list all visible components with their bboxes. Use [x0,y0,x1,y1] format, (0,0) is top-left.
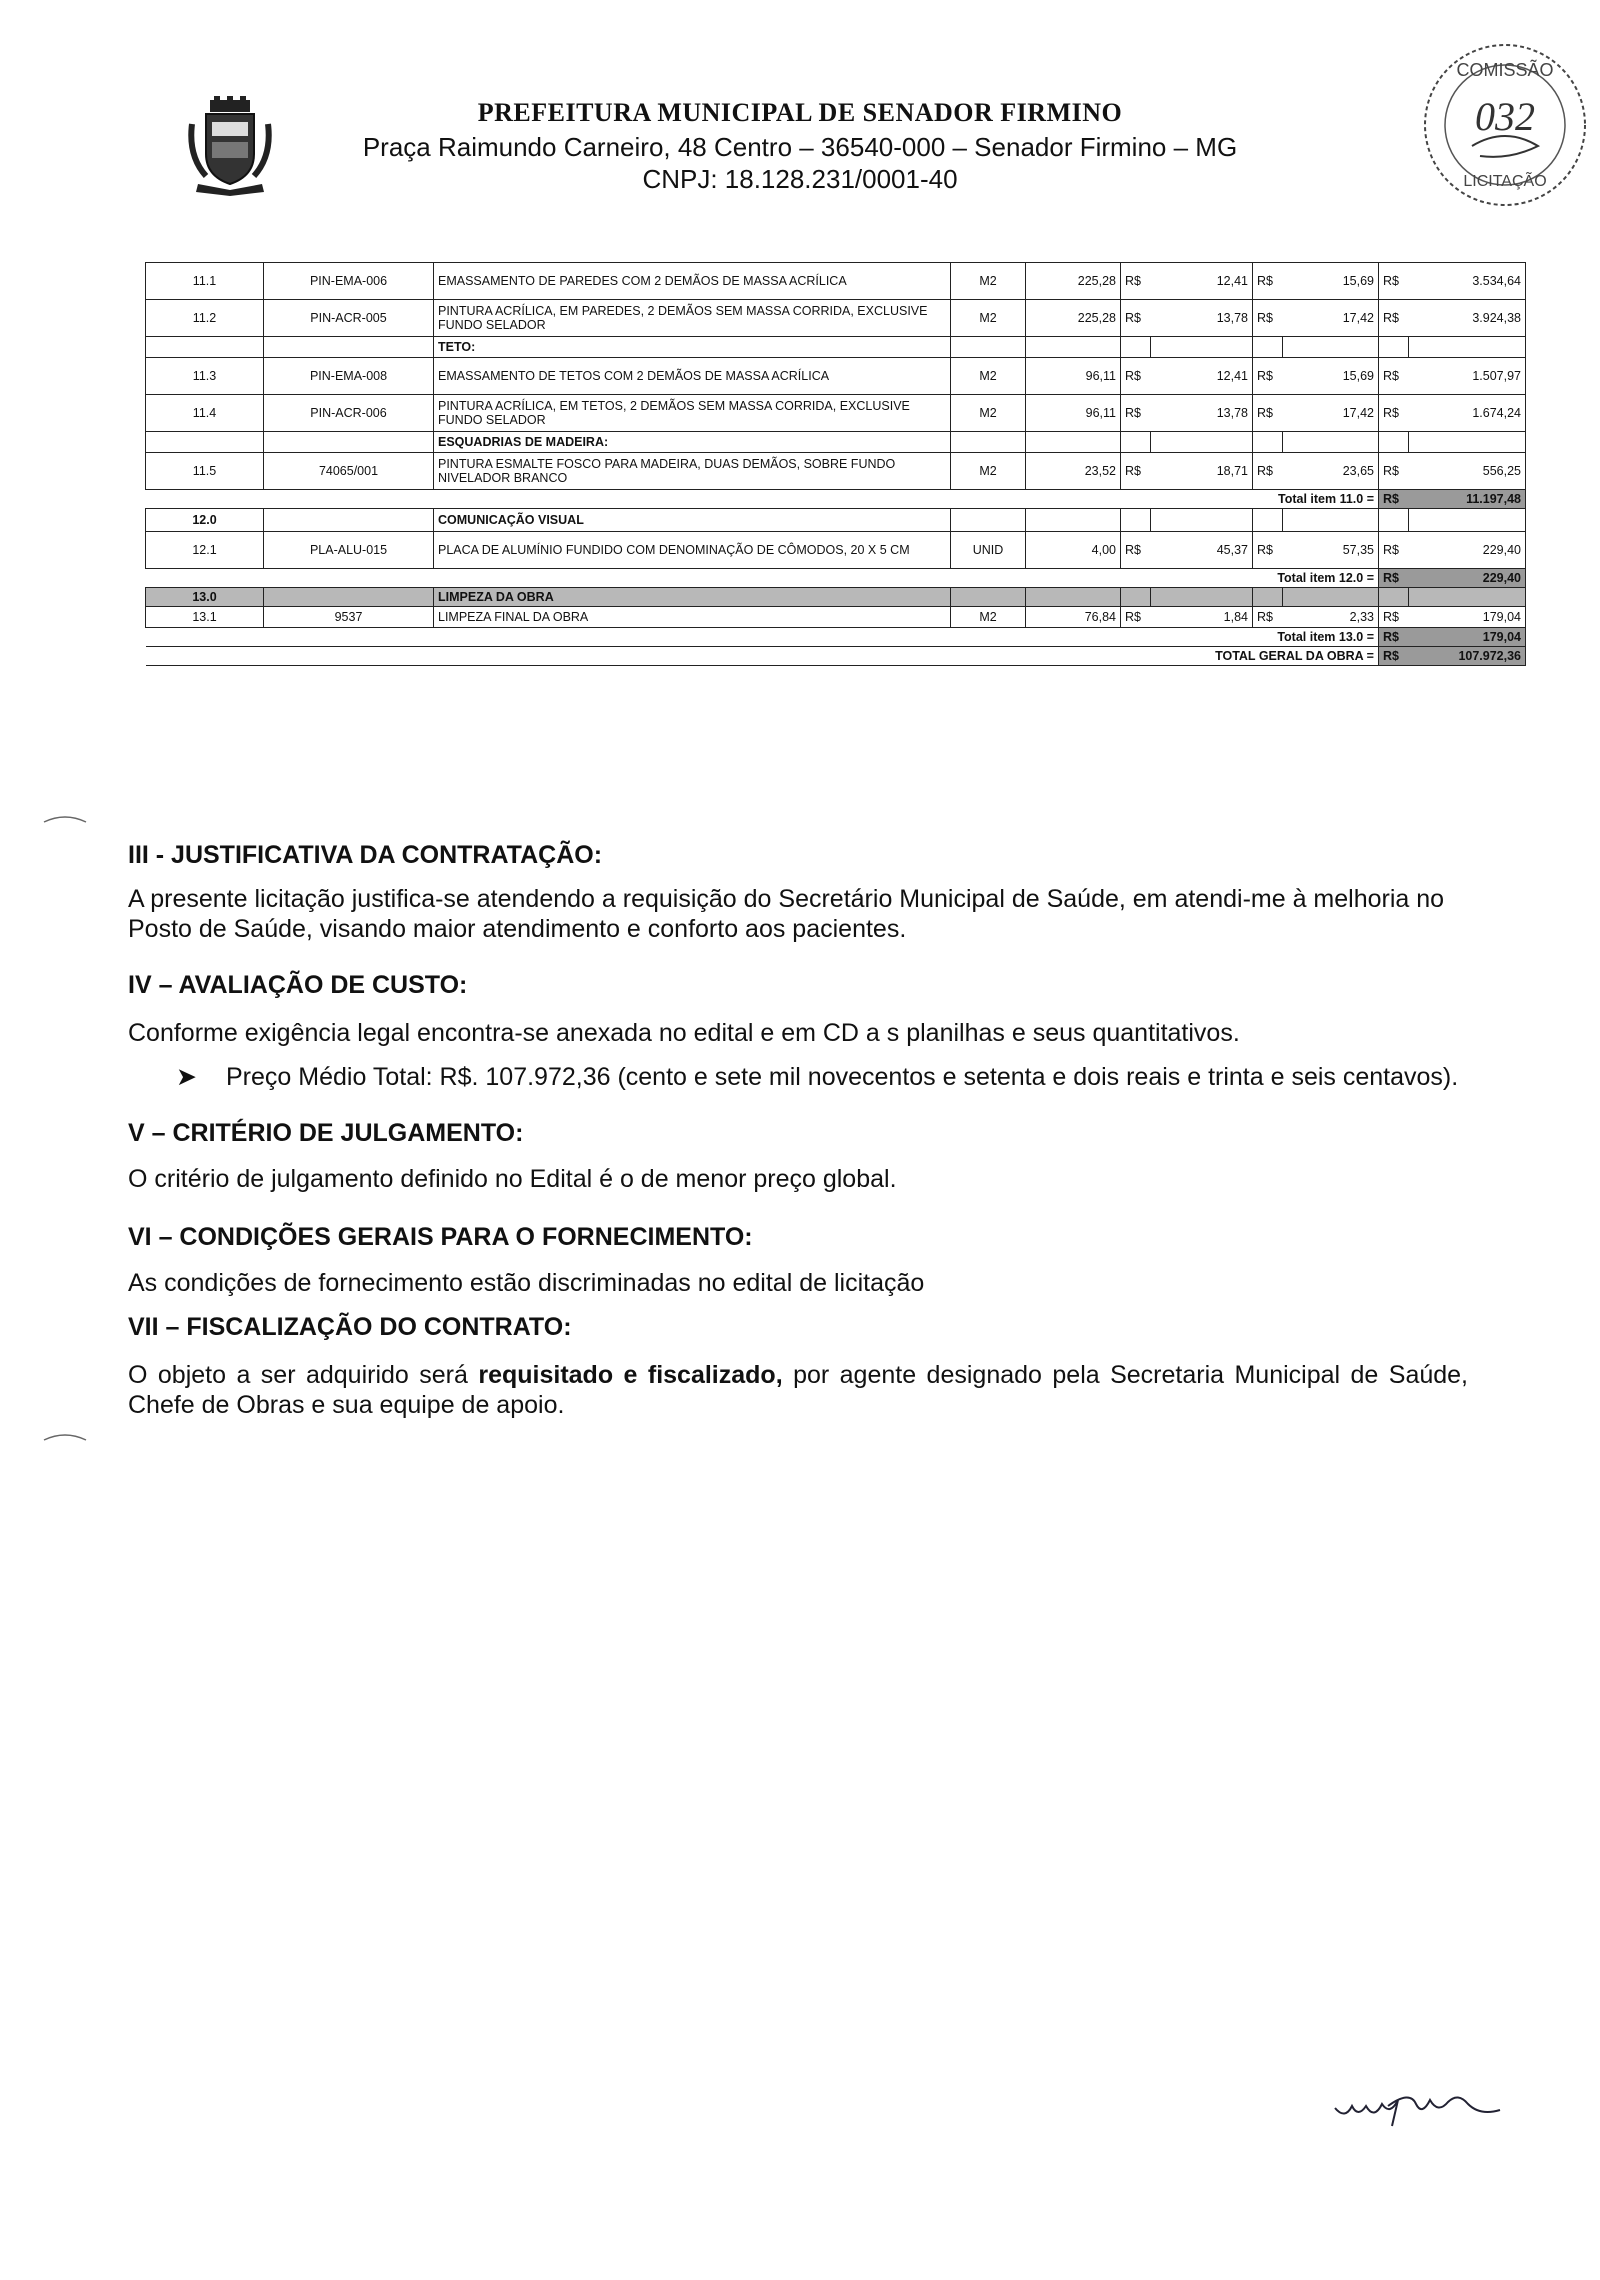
total-value: 179,04 [1409,628,1526,647]
empty-cell [1121,509,1151,532]
currency-label: R$ [1379,628,1409,647]
table-row [146,358,1526,395]
currency-label: R$ [1253,532,1283,569]
currency-label: R$ [1379,647,1409,666]
empty-cell [951,588,1026,607]
section-title: LIMPEZA DA OBRA [434,588,951,607]
total-value: 229,40 [1409,569,1526,588]
table-row [146,509,1526,532]
empty-cell [1379,432,1409,453]
item-quantity: 4,00 [1026,532,1121,569]
item-number: 11.3 [146,358,264,395]
currency-label: R$ [1379,300,1409,337]
item-code: PIN-ACR-005 [264,300,434,337]
stamp-number: 032 [1475,94,1535,139]
unit-price-bdi: 15,69 [1283,263,1379,300]
address-line: Praça Raimundo Carneiro, 48 Centro – 36540-000 – Senador Firmino – MG [362,132,1238,162]
empty-cell [264,509,434,532]
unit-price-bdi: 17,42 [1283,395,1379,432]
empty-cell [264,337,434,358]
inspection-text-bold: requisitado e fiscalizado, [478,1361,783,1389]
item-quantity: 225,28 [1026,300,1121,337]
table-row [146,453,1526,490]
empty-cell [1409,509,1526,532]
item-code: PIN-EMA-008 [264,358,434,395]
arrow-bullet-icon: ➤ [176,1063,197,1091]
table-row [146,569,1526,588]
empty-cell [1253,432,1283,453]
section-number: 13.0 [146,588,264,607]
inspection-text-end: por agente designado pela Secretaria Municipal de Saúde, Chefe de Obras e sua equipe de apoio. [128,1361,1468,1419]
empty-cell [1409,588,1526,607]
section-justification-text: A presente licitação justifica-se atendendo a requisição do Secretário Municipal de Saúde, em atendi-me à melhoria no Posto de Saúde, visando maior atendimento e conforto aos pacientes. [128,885,1445,943]
item-code: PIN-ACR-006 [264,395,434,432]
stamp-text-top: COMISSÃO [1456,60,1554,80]
unit-price: 18,71 [1151,453,1253,490]
currency-label: R$ [1379,453,1409,490]
item-number: 11.5 [146,453,264,490]
currency-label: R$ [1253,607,1283,628]
table-row [146,607,1526,628]
empty-cell [1409,432,1526,453]
item-total: 3.534,64 [1409,263,1526,300]
total-label: Total item 11.0 = [146,490,1379,509]
table-row [146,300,1526,337]
item-unit: M2 [951,395,1026,432]
unit-price-bdi: 23,65 [1283,453,1379,490]
unit-price: 1,84 [1151,607,1253,628]
item-quantity: 76,84 [1026,607,1121,628]
section-conditions-title: VI – CONDIÇÕES GERAIS PARA O FORNECIMENTO: [128,1223,753,1251]
unit-price: 12,41 [1151,358,1253,395]
empty-cell [1283,432,1379,453]
item-unit: M2 [951,300,1026,337]
empty-cell [146,337,264,358]
item-description: PLACA DE ALUMÍNIO FUNDIDO COM DENOMINAÇÃO DE CÔMODOS, 20 X 5 CM [434,532,951,569]
item-total: 179,04 [1409,607,1526,628]
total-value: 11.197,48 [1409,490,1526,509]
currency-label: R$ [1121,395,1151,432]
table-row [146,628,1526,647]
section-justification-title: III - JUSTIFICATIVA DA CONTRATAÇÃO: [128,841,603,869]
item-total: 1.674,24 [1409,395,1526,432]
empty-cell [1151,588,1253,607]
currency-label: R$ [1379,395,1409,432]
section-cost-title: IV – AVALIAÇÃO DE CUSTO: [128,971,468,999]
empty-cell [1121,337,1151,358]
margin-mark [40,1430,90,1444]
item-description: PINTURA ACRÍLICA, EM PAREDES, 2 DEMÃOS SEM MASSA CORRIDA, EXCLUSIVE FUNDO SELADOR [434,300,951,337]
total-label: Total item 12.0 = [146,569,1379,588]
item-quantity: 225,28 [1026,263,1121,300]
item-number: 13.1 [146,607,264,628]
municipality-title: PREFEITURA MUNICIPAL DE SENADOR FIRMINO [477,98,1123,127]
item-quantity: 96,11 [1026,395,1121,432]
empty-cell [1253,337,1283,358]
item-code: 9537 [264,607,434,628]
item-code: PIN-EMA-006 [264,263,434,300]
table-row [146,263,1526,300]
cost-bullet-text: Preço Médio Total: R$. 107.972,36 (cento e sete mil novecentos e setenta e dois reais e trinta e seis centavos). [226,1063,1459,1091]
total-value: 107.972,36 [1409,647,1526,666]
item-quantity: 23,52 [1026,453,1121,490]
unit-price-bdi: 57,35 [1283,532,1379,569]
subgroup-title: ESQUADRIAS DE MADEIRA: [434,432,951,453]
currency-label: R$ [1379,263,1409,300]
currency-label: R$ [1121,453,1151,490]
currency-label: R$ [1121,300,1151,337]
currency-label: R$ [1253,453,1283,490]
budget-table-wrapper [145,262,1525,666]
currency-label: R$ [1253,358,1283,395]
budget-table [145,262,1526,666]
currency-label: R$ [1121,358,1151,395]
margin-mark [40,812,90,826]
empty-cell [1379,509,1409,532]
total-label: Total item 13.0 = [146,628,1379,647]
unit-price: 45,37 [1151,532,1253,569]
unit-price: 13,78 [1151,395,1253,432]
currency-label: R$ [1379,569,1409,588]
subgroup-title: TETO: [434,337,951,358]
section-inspection-text [128,1360,1468,1420]
section-cost-text: Conforme exigência legal encontra-se anexada no edital e em CD a s planilhas e seus quantitativos. [128,1019,1240,1047]
table-row [146,337,1526,358]
empty-cell [1026,337,1121,358]
total-label: TOTAL GERAL DA OBRA = [146,647,1379,666]
table-row [146,647,1526,666]
section-criteria-title: V – CRITÉRIO DE JULGAMENTO: [128,1119,524,1147]
item-description: EMASSAMENTO DE TETOS COM 2 DEMÃOS DE MASSA ACRÍLICA [434,358,951,395]
currency-label: R$ [1253,395,1283,432]
item-total: 1.507,97 [1409,358,1526,395]
currency-label: R$ [1379,607,1409,628]
currency-label: R$ [1253,300,1283,337]
section-conditions-text: As condições de fornecimento estão discriminadas no edital de licitação [128,1269,925,1297]
inspection-text-start: O objeto a ser adquirido será [128,1361,479,1389]
item-code: PLA-ALU-015 [264,532,434,569]
empty-cell [1026,588,1121,607]
item-unit: M2 [951,358,1026,395]
section-title: COMUNICAÇÃO VISUAL [434,509,951,532]
empty-cell [951,337,1026,358]
table-row [146,490,1526,509]
currency-label: R$ [1121,607,1151,628]
empty-cell [1283,509,1379,532]
item-unit: M2 [951,453,1026,490]
empty-cell [1379,337,1409,358]
unit-price-bdi: 15,69 [1283,358,1379,395]
stamp-text-bottom: LICITAÇÃO [1463,173,1547,190]
empty-cell [1026,432,1121,453]
currency-label: R$ [1253,263,1283,300]
document-body [128,840,1468,1420]
currency-label: R$ [1379,490,1409,509]
empty-cell [1151,432,1253,453]
item-total: 229,40 [1409,532,1526,569]
item-quantity: 96,11 [1026,358,1121,395]
empty-cell [951,509,1026,532]
item-total: 556,25 [1409,453,1526,490]
empty-cell [1253,509,1283,532]
cost-bullet [128,1062,1468,1092]
empty-cell [951,432,1026,453]
empty-cell [1121,588,1151,607]
unit-price-bdi: 17,42 [1283,300,1379,337]
empty-cell [1379,588,1409,607]
cnpj-line: CNPJ: 18.128.231/0001-40 [642,164,958,194]
item-number: 12.1 [146,532,264,569]
item-description: LIMPEZA FINAL DA OBRA [434,607,951,628]
item-number: 11.4 [146,395,264,432]
currency-label: R$ [1121,532,1151,569]
empty-cell [1253,588,1283,607]
unit-price: 13,78 [1151,300,1253,337]
unit-price: 12,41 [1151,263,1253,300]
handwritten-signature [1330,2070,1510,2130]
table-row [146,588,1526,607]
empty-cell [1026,509,1121,532]
item-unit: M2 [951,607,1026,628]
item-description: EMASSAMENTO DE PAREDES COM 2 DEMÃOS DE MASSA ACRÍLICA [434,263,951,300]
empty-cell [1151,337,1253,358]
empty-cell [146,432,264,453]
item-unit: M2 [951,263,1026,300]
section-criteria-text: O critério de julgamento definido no Edital é o de menor preço global. [128,1165,897,1193]
table-row [146,532,1526,569]
empty-cell [1151,509,1253,532]
currency-label: R$ [1379,532,1409,569]
empty-cell [1121,432,1151,453]
letterhead [0,88,1600,208]
table-row [146,395,1526,432]
empty-cell [1283,337,1379,358]
unit-price-bdi: 2,33 [1283,607,1379,628]
empty-cell [264,588,434,607]
section-number: 12.0 [146,509,264,532]
item-description: PINTURA ESMALTE FOSCO PARA MADEIRA, DUAS DEMÃOS, SOBRE FUNDO NIVELADOR BRANCO [434,453,951,490]
empty-cell [264,432,434,453]
empty-cell [1409,337,1526,358]
currency-label: R$ [1121,263,1151,300]
item-code: 74065/001 [264,453,434,490]
item-number: 11.1 [146,263,264,300]
section-inspection-title: VII – FISCALIZAÇÃO DO CONTRATO: [128,1313,572,1341]
item-unit: UNID [951,532,1026,569]
table-row [146,432,1526,453]
empty-cell [1283,588,1379,607]
item-total: 3.924,38 [1409,300,1526,337]
commission-stamp [1410,30,1600,220]
item-description: PINTURA ACRÍLICA, EM TETOS, 2 DEMÃOS SEM MASSA CORRIDA, EXCLUSIVE FUNDO SELADOR [434,395,951,432]
currency-label: R$ [1379,358,1409,395]
item-number: 11.2 [146,300,264,337]
